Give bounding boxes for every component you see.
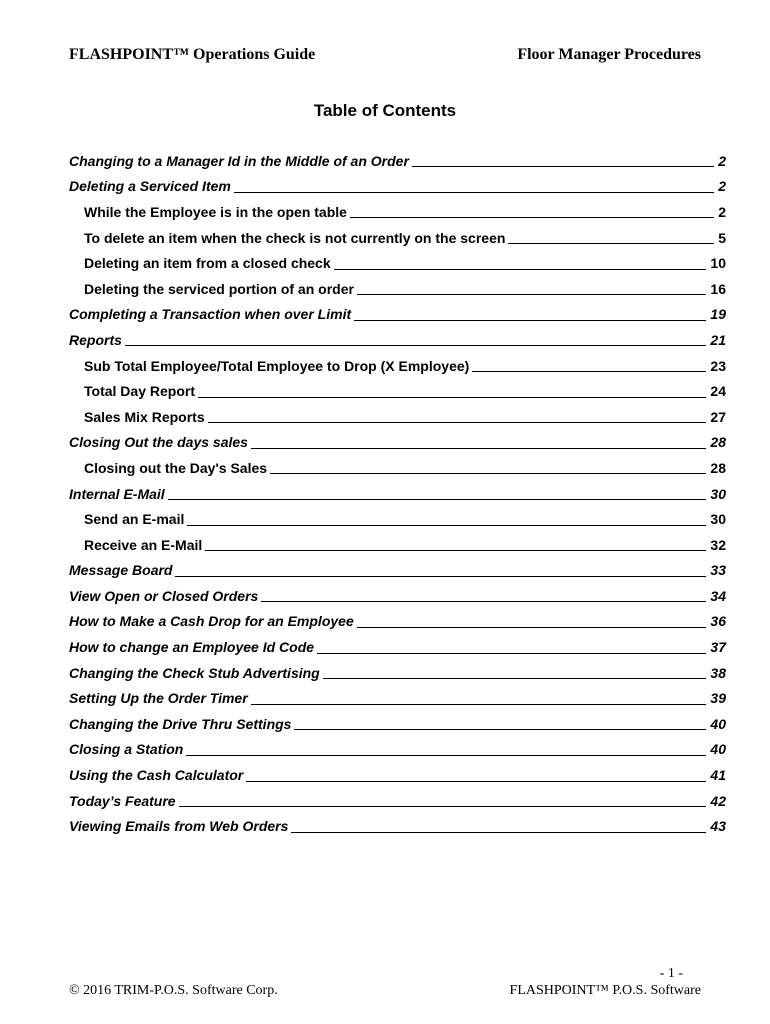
toc-entry[interactable] [69,685,726,711]
toc-entry-label: Internal E-Mail [69,485,165,502]
toc-entry-label: Using the Cash Calculator [69,767,244,784]
toc-leader-line [251,448,706,449]
toc-entry-label: View Open or Closed Orders [69,587,259,604]
toc-entry-label: Closing a Station [69,741,184,758]
toc-entry-label: Changing the Check Stub Advertising [69,664,320,681]
toc-entry-label: Send an E-mail [84,511,185,528]
toc-leader-line [508,243,714,244]
toc-entry-page-number: 36 [710,613,726,630]
toc-entry-page-number: 42 [710,792,726,809]
toc-leader-line [251,704,707,705]
toc-entry[interactable] [69,813,726,839]
toc-entry[interactable] [69,609,726,635]
toc-entry[interactable] [69,174,726,200]
toc-entry-page-number: 30 [710,485,726,502]
toc-entry-page-number: 28 [710,434,726,451]
toc-entry-page-number: 28 [710,459,726,476]
toc-entry-label: Viewing Emails from Web Orders [69,818,289,835]
toc-entry[interactable] [69,378,726,404]
toc-entry[interactable] [69,455,726,481]
toc-entry-page-number: 39 [710,690,726,707]
toc-leader-line [175,576,706,577]
toc-entry[interactable] [69,353,726,379]
toc-entry-label: Message Board [69,562,173,579]
toc-entry-page-number: 40 [710,715,726,732]
toc-entry-page-number: 32 [710,536,726,553]
toc-entry[interactable] [69,148,726,174]
toc-entry[interactable] [69,327,726,353]
toc-entry[interactable] [69,558,726,584]
toc-leader-line [208,422,707,423]
toc-leader-line [270,473,706,474]
toc-leader-line [294,729,706,730]
toc-entry[interactable] [69,583,726,609]
toc-entry[interactable] [69,225,726,251]
toc-entry[interactable] [69,711,726,737]
toc-leader-line [317,653,706,654]
toc-entry-label: To delete an item when the check is not currently on the screen [84,229,506,246]
toc-entry-label: Receive an E-Mail [84,536,203,553]
toc-entry-label: Closing out the Day's Sales [84,459,268,476]
toc-entry-label: Deleting an item from a closed check [84,255,331,272]
toc-leader-line [261,601,706,602]
toc-leader-line [354,320,706,321]
toc-entry-label: Reports [69,331,122,348]
toc-entry-label: While the Employee is in the open table [84,203,347,220]
toc-entry[interactable] [69,737,726,763]
toc-entry[interactable] [69,302,726,328]
toc-entry[interactable] [69,660,726,686]
toc-entry-label: Total Day Report [84,383,195,400]
toc-entry-page-number: 5 [718,229,726,246]
footer-product: FLASHPOINT™ P.O.S. Software [509,983,701,998]
toc-entry-page-number: 23 [710,357,726,374]
toc-leader-line [125,345,707,346]
toc-entry-label: How to change an Employee Id Code [69,639,315,656]
toc-entry-label: Changing to a Manager Id in the Middle of an Order [69,152,409,169]
toc-entry-page-number: 2 [718,178,726,195]
toc-leader-line [291,832,706,833]
toc-entry-label: Completing a Transaction when over Limit [69,306,352,323]
toc-entry-page-number: 43 [710,818,726,835]
toc-entry-page-number: 38 [710,664,726,681]
header-right-title: Floor Manager Procedures [517,46,701,63]
toc-entry[interactable] [69,532,726,558]
header-left-title: FLASHPOINT™ Operations Guide [69,46,316,63]
toc-entry-label: Setting Up the Order Timer [69,690,248,707]
toc-entry-label: Sub Total Employee/Total Employee to Drop (X Employee) [84,357,470,374]
toc-leader-line [246,781,706,782]
toc-entry-page-number: 2 [718,152,726,169]
toc-entry-page-number: 19 [710,306,726,323]
toc-entry-page-number: 27 [710,408,726,425]
toc-leader-line [168,499,707,500]
toc-entry-page-number: 41 [710,767,726,784]
toc-entry-label: Changing the Drive Thru Settings [69,715,292,732]
toc-entry[interactable] [69,481,726,507]
toc-entry-page-number: 37 [710,639,726,656]
page-title: Table of Contents [313,101,457,120]
toc-leader-line [186,755,706,756]
toc-entry[interactable] [69,762,726,788]
toc-entry[interactable] [69,404,726,430]
toc-entry[interactable] [69,199,726,225]
footer-copyright: © 2016 TRIM-P.O.S. Software Corp. [69,983,278,998]
toc-leader-line [412,166,714,167]
toc-entry[interactable] [69,430,726,456]
toc-entry-label: Deleting the serviced portion of an order [84,280,354,297]
toc-leader-line [179,806,707,807]
toc-entry-page-number: 10 [710,255,726,272]
toc-entry-page-number: 34 [710,587,726,604]
toc-entry-page-number: 30 [710,511,726,528]
toc-leader-line [357,627,707,628]
toc-leader-line [234,192,714,193]
toc-leader-line [357,294,706,295]
toc-leader-line [472,371,706,372]
toc-leader-line [350,217,714,218]
toc-entry[interactable] [69,276,726,302]
toc-entry[interactable] [69,788,726,814]
table-of-contents [69,148,726,839]
toc-entry-label: Closing Out the days sales [69,434,248,451]
toc-entry-label: Deleting a Serviced Item [69,178,231,195]
toc-leader-line [198,397,706,398]
toc-leader-line [323,678,707,679]
toc-entry-page-number: 33 [710,562,726,579]
toc-leader-line [205,550,706,551]
toc-entry-label: Today’s Feature [69,792,176,809]
footer-page-number: - 1 - [659,966,683,981]
toc-entry-page-number: 2 [718,203,726,220]
toc-leader-line [334,269,707,270]
toc-leader-line [187,525,706,526]
toc-entry[interactable] [69,250,726,276]
toc-entry-page-number: 21 [710,331,726,348]
toc-entry[interactable] [69,634,726,660]
toc-entry-page-number: 24 [710,383,726,400]
toc-entry-page-number: 16 [710,280,726,297]
toc-entry-label: Sales Mix Reports [84,408,205,425]
toc-entry-label: How to Make a Cash Drop for an Employee [69,613,354,630]
toc-entry-page-number: 40 [710,741,726,758]
toc-entry[interactable] [69,506,726,532]
